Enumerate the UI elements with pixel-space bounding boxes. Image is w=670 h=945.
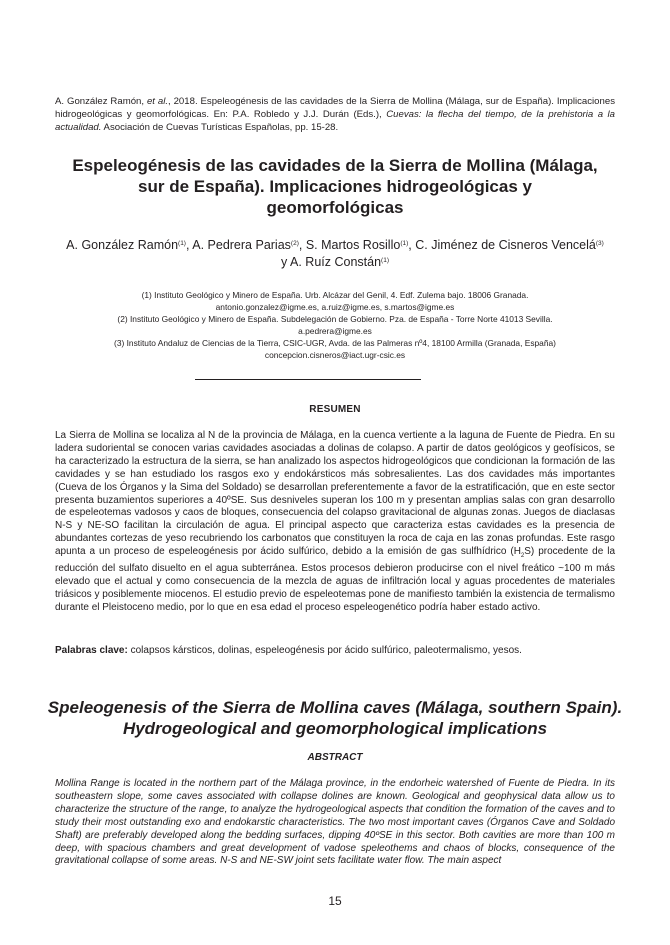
affiliation-emails: a.pedrera@igme.es [298, 326, 372, 336]
keywords-text: colapsos kársticos, dolinas, espeleogénesis por ácido sulfúrico, paleotermalismo, yesos. [127, 645, 522, 656]
affiliation-line: (3) Instituto Andaluz de Ciencias de la Tierra, CSIC-UGR, Avda. de las Palmeras nº4, 18100 Armilla (Granada, España) [114, 338, 556, 348]
affiliation-line: (2) Instituto Geológico y Minero de España. Subdelegación de Gobierno. Pza. de España - Torre Norte 41013 Sevilla. [117, 314, 553, 324]
citation-authors: A. González Ramón, [55, 96, 147, 107]
affiliation-emails: concepcion.cisneros@iact.ugr-csic.es [264, 350, 406, 360]
author: S. Martos Rosillo$^{(1)}$, [305, 238, 416, 252]
author-list [40, 236, 630, 270]
keywords [55, 644, 615, 657]
keywords-label: Palabras clave: [55, 645, 128, 656]
citation-mid: , 2018. Espeleogénesis de las cavidades de la Sierra de Mollina (Málaga, sur de España). Implicaciones hidrogeológicas y geomorfológicas. En: P.A. Robledo y J.J. Durán (Eds.), [55, 96, 615, 120]
resumen-text: La Sierra de Mollina se localiza al N de la provincia de Málaga, en la cuenca vertiente a la laguna de Fuente de Piedra. En su ladera sudoriental se conocen varias cavidades asociadas a dolinas de colapso. A partir de datos geológicos y geofísicos, se ha caracterizado la estructura de la sierra, se han analizado los aspectos hidrogeológicos que condicionan la formación de las cavidades y se han estudiado los rasgos exo y endokársticos más sobresalientes. Las dos cavidades más importantes (Cueva de los Órganos y la Sima del Soldado) se desarrollan preferentemente a favor de la estratificación, que en este sector presenta buzamientos superiores a 40ºSE. Sus desniveles superan los 100 m y presentan amplias salas con gran desarrollo de espeleotemas vadosos y caos de bloques, consecuencia del colapso gravitacional de algunas zonas. Juegos de diaclasas N-S y NE-SO facilitan la circulación de agua. El principal aspecto que caracteriza estas cavidades es la presencia de abundantes cortezas de yeso recubriendo los carbonatos que constituyen la roca de caja en las zonas profundas. Este rasgo apunta a un proceso de espeleogénesis por ácido sulfúrico, debido a la emisión de gas sulfhídrico $(H_2S)$ procedente de la reducción del sulfato disuelto en el agua subterránea. Estos procesos debieron producirse con el nivel freático ~100 m más elevado que el actual y como consecuencia de la mezcla de aguas de infiltración local y aguas procedentes de materiales triásicos y posiblemente miocenos. El estudio previo de espeleotemas pone de manifiesto también la existencia de termalismo durante el Pleistoceno medio, por lo que en esa edad el proceso espeleogenético podría haber estado activo. [55, 430, 615, 613]
section-divider [195, 379, 421, 380]
citation-etal: et al. [146, 96, 169, 107]
citation-book: Cuevas: la flecha del tiempo, de la prehistoria a la actualidad. [55, 109, 615, 133]
affiliation-line: (1) Instituto Geológico y Minero de España. Urb. Alcázar del Genil, 4. Edf. Zulema bajo. 18006 Granada. [141, 290, 529, 300]
title-spanish: Espeleogénesis de las cavidades de la Sierra de Mollina (Málaga, sur de España). Implicaciones hidrogeológicas y geomorfológicas [72, 156, 598, 217]
affiliation-emails: antonio.gonzalez@igme.es, a.ruiz@igme.es, s.martos@igme.es [215, 302, 455, 312]
affiliations [60, 289, 610, 361]
author: A. González Ramón$^{(1)}$, [66, 238, 193, 252]
page-number: 15 [328, 894, 342, 908]
citation-end: Asociación de Cuevas Turísticas Españolas, pp. 15-28. [101, 122, 339, 133]
citation [55, 95, 615, 134]
abstract-text: Mollina Range is located in the northern part of the Málaga province, in the endorheic watershed of Fuente de Piedra. In its southeastern slope, some caves associated with collapse dolines are known. Geological and geophysical data allow us to characterize the structure of the range, to analyze the hydrogeological aspects that condition the formation of the caves and to study their most outstanding exo and endokarstic characteristics. The two most important caves (Órganos Cave and Soldado Shaft) are preferably developed along the bedding surfaces, dipping 40ºSE in this sector. Both cavities are more than 100 m deep, with spacious chambers and great development of vadose speleothems and chaos of blocks, consequence of the gravitational collapse of some areas. N-S and NE-SW joint sets facilitate water flow. The main aspect [55, 778, 615, 867]
author: A. Pedrera Parias$^{(2)}$, [192, 238, 306, 252]
author: y A. Ruíz Constán$^{(1)}$ [280, 255, 389, 269]
author: C. Jiménez de Cisneros Vencelá$^{(3)}$ [415, 238, 604, 252]
abstract-heading: ABSTRACT [307, 752, 363, 763]
resumen-heading: RESUMEN [309, 404, 361, 415]
title-english: Speleogenesis of the Sierra de Mollina caves (Málaga, southern Spain). Hydrogeological and geomorphological implications [47, 698, 623, 738]
